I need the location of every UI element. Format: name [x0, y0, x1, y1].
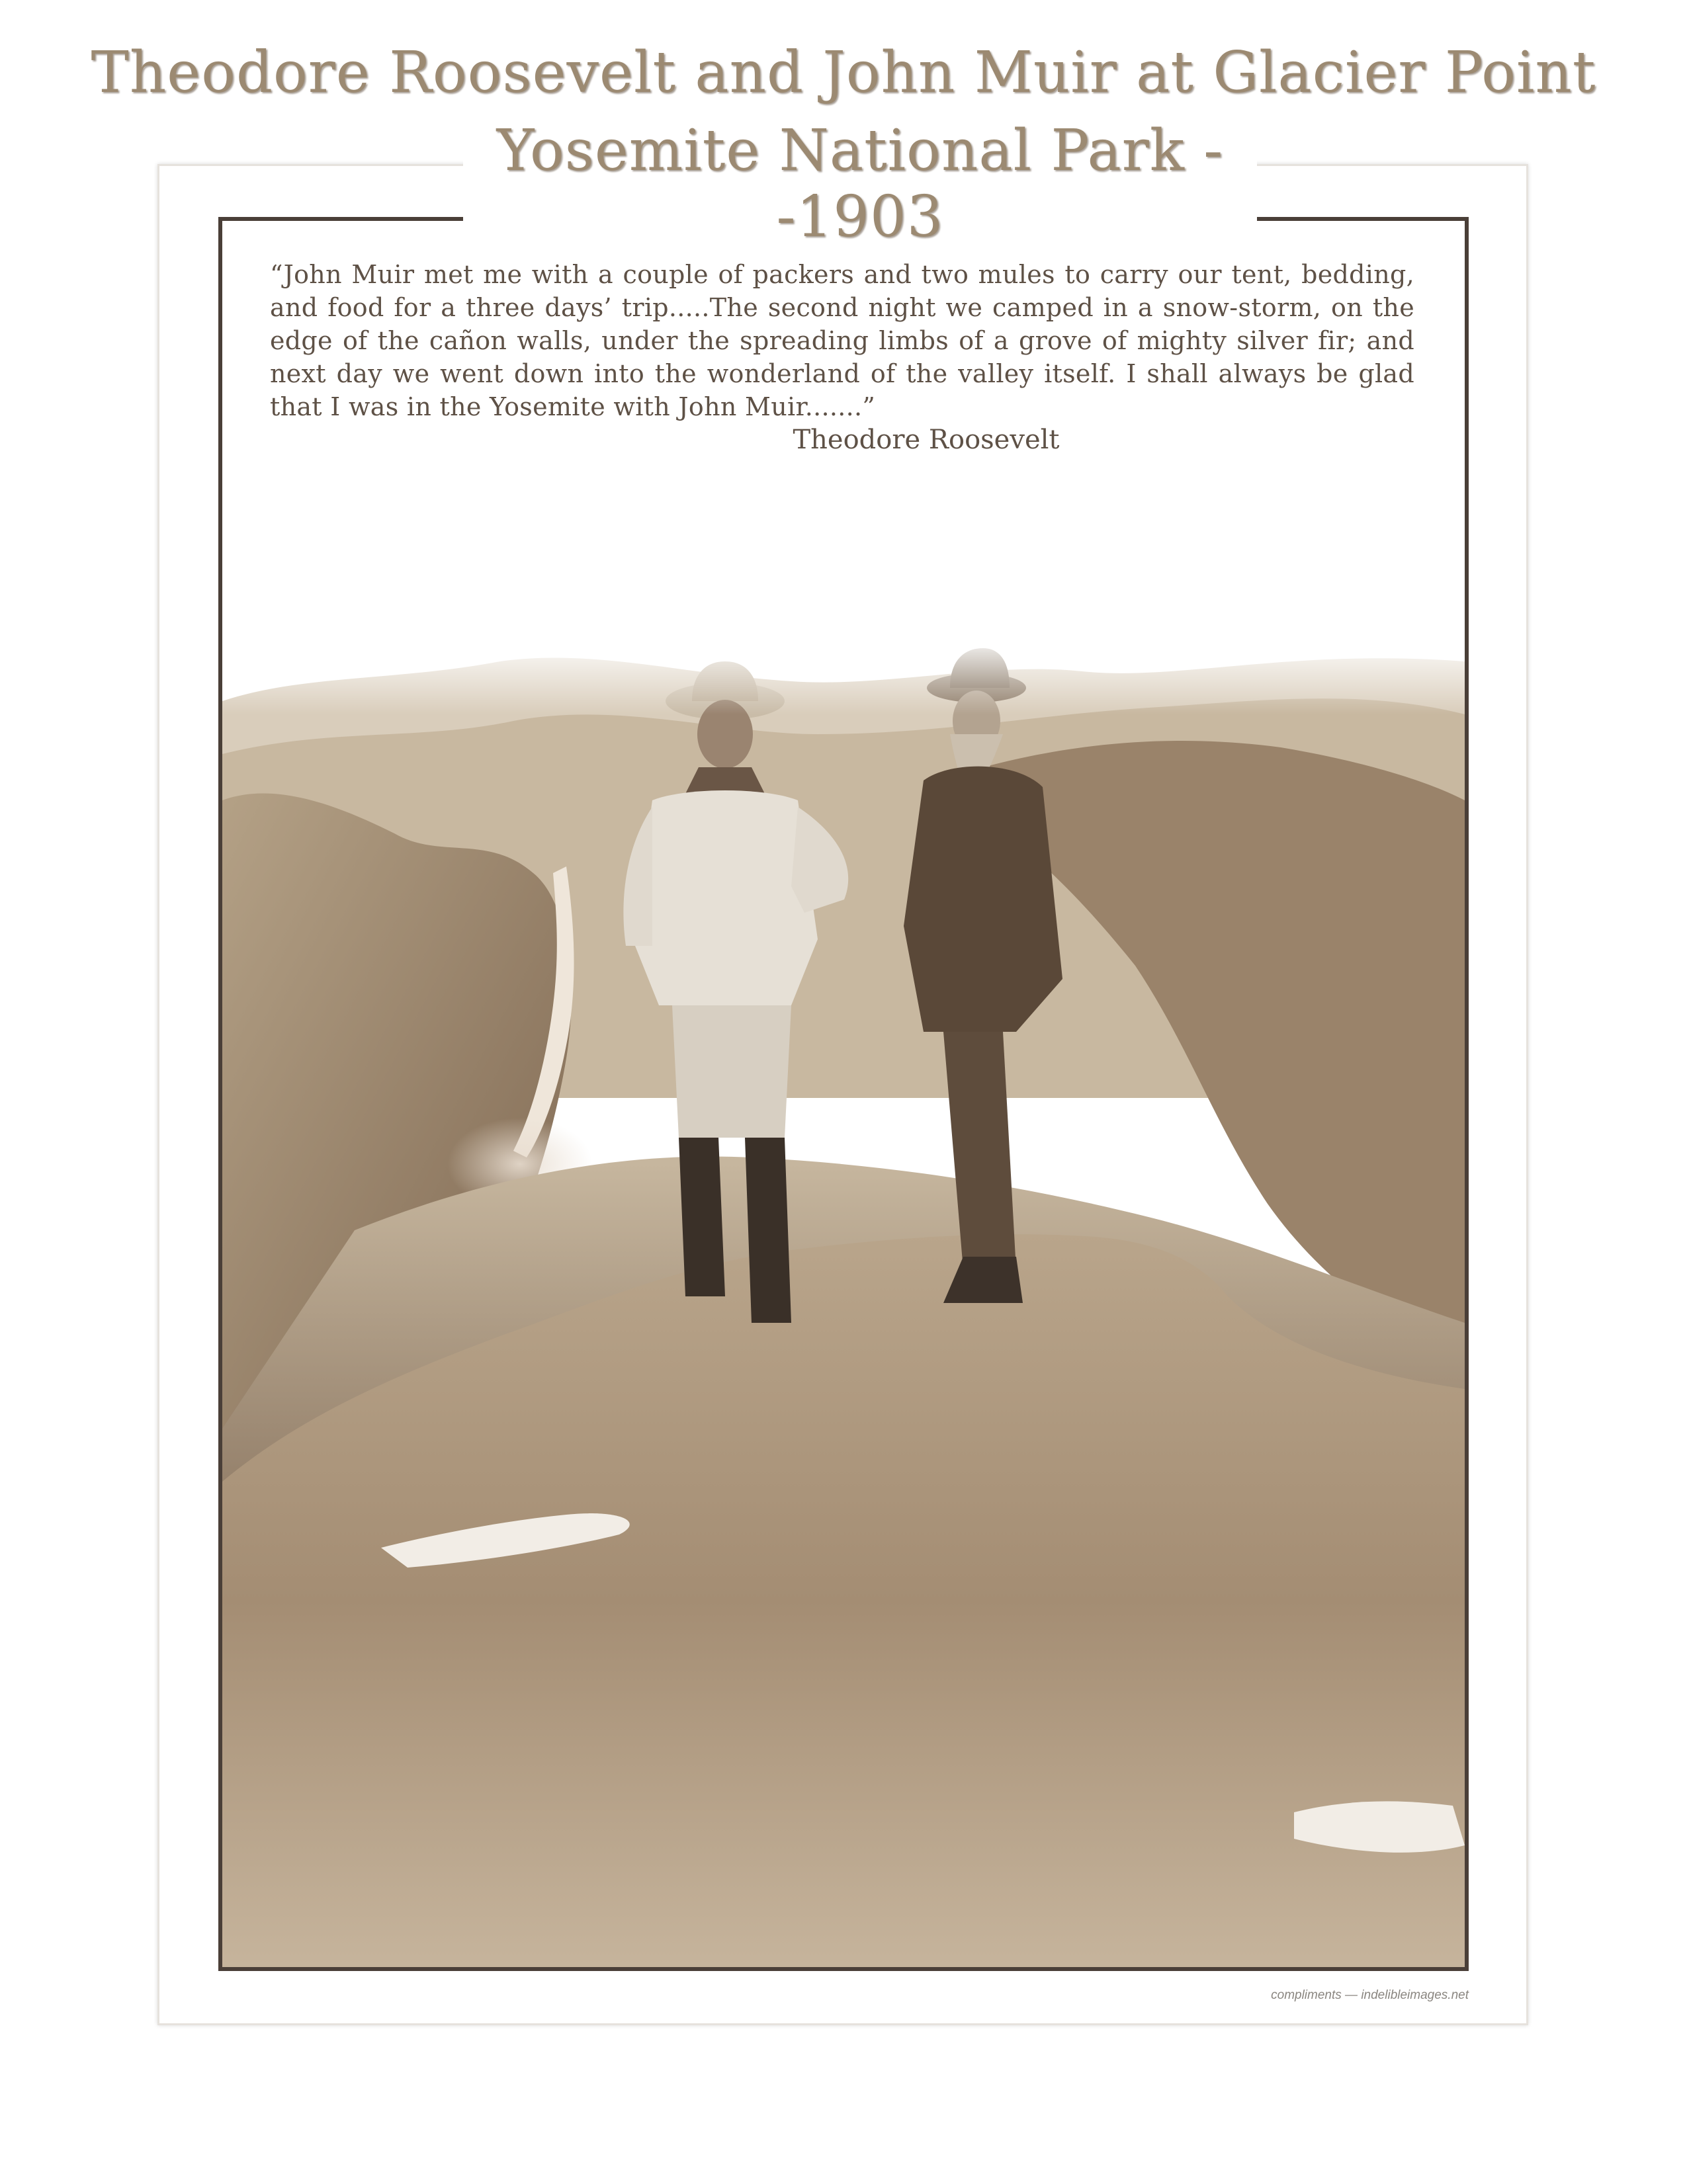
sepia-photograph	[222, 635, 1465, 1967]
credit-line: compliments — indelibleimages.net	[1271, 1988, 1469, 2002]
poster-title-line-2: Yosemite National Park --1903	[463, 118, 1257, 250]
quote-text: “John Muir met me with a couple of packers and two mules to carry our tent, bedding, and food for a three days’ trip.....The second night we camped in a snow-storm, on the edge of the cañon walls, under the spreading limbs of a grove of mighty silver fir; and next day we went down into the wonderland of the valley itself. I shall always be glad that I was in the Yosemite with John Muir.......”	[270, 260, 1414, 421]
poster-title-line-1: Theodore Roosevelt and John Muir at Glacier Point	[91, 40, 1596, 106]
sky-fade	[222, 635, 1465, 714]
quote-author: Theodore Roosevelt	[793, 425, 1060, 455]
